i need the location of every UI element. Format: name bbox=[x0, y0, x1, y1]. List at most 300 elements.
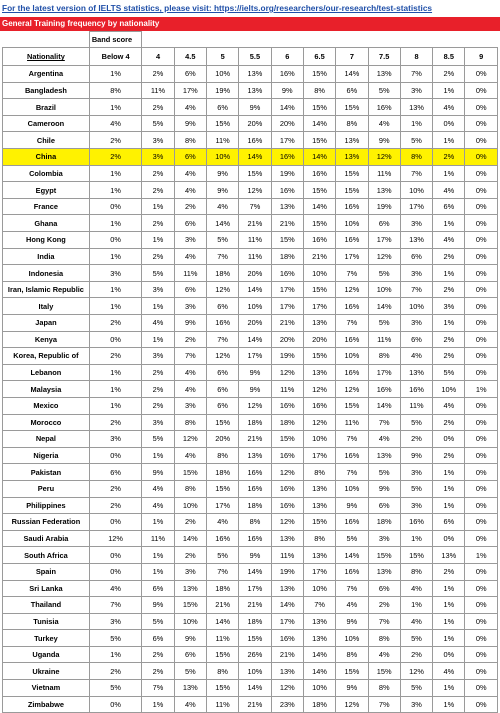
value-cell: 21% bbox=[239, 597, 271, 614]
value-cell: 6% bbox=[142, 580, 174, 597]
value-cell: 2% bbox=[142, 364, 174, 381]
nationality-header: Nationality bbox=[3, 48, 90, 66]
section-banner: General Training frequency by nationality bbox=[0, 17, 500, 31]
value-cell: 5% bbox=[400, 680, 432, 697]
value-cell: 16% bbox=[206, 315, 238, 332]
value-cell: 3% bbox=[89, 265, 142, 282]
value-cell: 13% bbox=[239, 82, 271, 99]
value-cell: 7% bbox=[368, 414, 400, 431]
value-cell: 0% bbox=[465, 149, 498, 166]
value-cell: 17% bbox=[303, 447, 335, 464]
value-cell: 12% bbox=[89, 530, 142, 547]
value-cell: 2% bbox=[142, 165, 174, 182]
value-cell: 13% bbox=[303, 480, 335, 497]
value-cell: 10% bbox=[174, 497, 206, 514]
value-cell: 0% bbox=[465, 447, 498, 464]
value-cell: 6% bbox=[336, 82, 368, 99]
value-cell: 1% bbox=[400, 530, 432, 547]
value-cell: 0% bbox=[465, 646, 498, 663]
value-cell: 12% bbox=[271, 364, 303, 381]
value-cell: 3% bbox=[174, 397, 206, 414]
value-cell: 0% bbox=[465, 414, 498, 431]
value-cell: 13% bbox=[303, 497, 335, 514]
value-cell: 9% bbox=[174, 315, 206, 332]
value-cell: 0% bbox=[465, 630, 498, 647]
value-cell: 21% bbox=[271, 215, 303, 232]
value-cell: 17% bbox=[303, 563, 335, 580]
value-cell: 8% bbox=[174, 414, 206, 431]
table-row bbox=[3, 530, 498, 547]
value-cell: 18% bbox=[239, 414, 271, 431]
value-cell: 5% bbox=[400, 630, 432, 647]
value-cell: 14% bbox=[303, 646, 335, 663]
value-cell: 7% bbox=[174, 348, 206, 365]
value-cell: 2% bbox=[142, 248, 174, 265]
value-cell: 20% bbox=[303, 331, 335, 348]
value-cell: 1% bbox=[465, 381, 498, 398]
value-cell: 15% bbox=[206, 414, 238, 431]
value-cell: 18% bbox=[271, 414, 303, 431]
value-cell: 2% bbox=[174, 547, 206, 564]
column-header: Below 4 bbox=[89, 48, 142, 66]
value-cell: 2% bbox=[433, 414, 465, 431]
value-cell: 2% bbox=[142, 99, 174, 116]
value-cell: 10% bbox=[303, 431, 335, 448]
table-row bbox=[3, 232, 498, 249]
nationality-cell: Ukraine bbox=[3, 663, 90, 680]
value-cell: 9% bbox=[239, 364, 271, 381]
value-cell: 4% bbox=[174, 182, 206, 199]
value-cell: 6% bbox=[89, 464, 142, 481]
value-cell: 11% bbox=[142, 530, 174, 547]
column-header: 5.5 bbox=[239, 48, 271, 66]
nationality-cell: Zimbabwe bbox=[3, 696, 90, 713]
value-cell: 5% bbox=[142, 431, 174, 448]
value-cell: 15% bbox=[303, 132, 335, 149]
value-cell: 21% bbox=[206, 597, 238, 614]
value-cell: 2% bbox=[433, 348, 465, 365]
value-cell: 8% bbox=[303, 82, 335, 99]
table-row bbox=[3, 580, 498, 597]
value-cell: 6% bbox=[174, 149, 206, 166]
table-row bbox=[3, 82, 498, 99]
value-cell: 5% bbox=[142, 115, 174, 132]
value-cell: 5% bbox=[368, 82, 400, 99]
value-cell: 5% bbox=[400, 132, 432, 149]
value-cell: 6% bbox=[400, 331, 432, 348]
value-cell: 0% bbox=[465, 298, 498, 315]
value-cell: 8% bbox=[368, 630, 400, 647]
table-row bbox=[3, 696, 498, 713]
value-cell: 4% bbox=[336, 597, 368, 614]
value-cell: 9% bbox=[206, 182, 238, 199]
value-cell: 16% bbox=[271, 149, 303, 166]
value-cell: 5% bbox=[142, 265, 174, 282]
nationality-cell: Nigeria bbox=[3, 447, 90, 464]
value-cell: 13% bbox=[239, 66, 271, 83]
value-cell: 10% bbox=[239, 663, 271, 680]
value-cell: 15% bbox=[206, 115, 238, 132]
value-cell: 15% bbox=[368, 547, 400, 564]
value-cell: 0% bbox=[465, 680, 498, 697]
value-cell: 6% bbox=[400, 248, 432, 265]
value-cell: 15% bbox=[336, 99, 368, 116]
nationality-cell: Russian Federation bbox=[3, 514, 90, 531]
value-cell: 1% bbox=[433, 480, 465, 497]
value-cell: 0% bbox=[89, 198, 142, 215]
value-cell: 18% bbox=[239, 613, 271, 630]
value-cell: 2% bbox=[142, 646, 174, 663]
value-cell: 0% bbox=[465, 364, 498, 381]
value-cell: 11% bbox=[368, 331, 400, 348]
value-cell: 1% bbox=[465, 547, 498, 564]
value-cell: 13% bbox=[303, 547, 335, 564]
value-cell: 1% bbox=[142, 298, 174, 315]
value-cell: 7% bbox=[400, 281, 432, 298]
value-cell: 12% bbox=[271, 464, 303, 481]
table-row bbox=[3, 646, 498, 663]
value-cell: 10% bbox=[400, 298, 432, 315]
value-cell: 9% bbox=[239, 381, 271, 398]
value-cell: 9% bbox=[336, 680, 368, 697]
value-cell: 11% bbox=[271, 381, 303, 398]
column-header: 4.5 bbox=[174, 48, 206, 66]
value-cell: 1% bbox=[142, 198, 174, 215]
value-cell: 3% bbox=[142, 132, 174, 149]
nationality-cell: Indonesia bbox=[3, 265, 90, 282]
value-cell: 0% bbox=[465, 82, 498, 99]
value-cell: 5% bbox=[400, 480, 432, 497]
value-cell: 2% bbox=[89, 414, 142, 431]
value-cell: 4% bbox=[142, 497, 174, 514]
value-cell: 4% bbox=[400, 348, 432, 365]
table-row bbox=[3, 547, 498, 564]
value-cell: 1% bbox=[433, 215, 465, 232]
nationality-cell: Italy bbox=[3, 298, 90, 315]
value-cell: 3% bbox=[400, 464, 432, 481]
value-cell: 4% bbox=[368, 646, 400, 663]
value-cell: 10% bbox=[206, 66, 238, 83]
nationality-cell: Vietnam bbox=[3, 680, 90, 697]
nationality-cell: Tunisia bbox=[3, 613, 90, 630]
value-cell: 10% bbox=[433, 381, 465, 398]
value-cell: 16% bbox=[336, 563, 368, 580]
nationality-cell: Cameroon bbox=[3, 115, 90, 132]
value-cell: 8% bbox=[400, 149, 432, 166]
value-cell: 6% bbox=[206, 397, 238, 414]
value-cell: 4% bbox=[174, 248, 206, 265]
value-cell: 16% bbox=[336, 447, 368, 464]
value-cell: 1% bbox=[89, 66, 142, 83]
value-cell: 3% bbox=[142, 281, 174, 298]
value-cell: 1% bbox=[142, 232, 174, 249]
table-row bbox=[3, 563, 498, 580]
value-cell: 16% bbox=[336, 364, 368, 381]
value-cell: 12% bbox=[368, 149, 400, 166]
value-cell: 0% bbox=[465, 248, 498, 265]
value-cell: 1% bbox=[433, 265, 465, 282]
value-cell: 7% bbox=[142, 680, 174, 697]
value-cell: 14% bbox=[303, 115, 335, 132]
value-cell: 7% bbox=[206, 248, 238, 265]
value-cell: 17% bbox=[239, 580, 271, 597]
value-cell: 3% bbox=[174, 563, 206, 580]
table-row bbox=[3, 431, 498, 448]
value-cell: 4% bbox=[142, 315, 174, 332]
value-cell: 14% bbox=[303, 149, 335, 166]
nationality-cell: Colombia bbox=[3, 165, 90, 182]
value-cell: 1% bbox=[433, 315, 465, 332]
value-cell: 16% bbox=[239, 132, 271, 149]
value-cell: 17% bbox=[368, 364, 400, 381]
value-cell: 13% bbox=[271, 663, 303, 680]
value-cell: 0% bbox=[465, 497, 498, 514]
nationality-cell: Japan bbox=[3, 315, 90, 332]
table-row bbox=[3, 447, 498, 464]
table-row bbox=[3, 381, 498, 398]
value-cell: 14% bbox=[271, 597, 303, 614]
value-cell: 11% bbox=[206, 132, 238, 149]
value-cell: 15% bbox=[271, 232, 303, 249]
nationality-cell: Egypt bbox=[3, 182, 90, 199]
value-cell: 3% bbox=[142, 149, 174, 166]
value-cell: 18% bbox=[206, 464, 238, 481]
value-cell: 2% bbox=[433, 563, 465, 580]
value-cell: 13% bbox=[400, 232, 432, 249]
value-cell: 15% bbox=[239, 630, 271, 647]
table-row bbox=[3, 281, 498, 298]
value-cell: 14% bbox=[239, 331, 271, 348]
value-cell: 13% bbox=[174, 580, 206, 597]
value-cell: 3% bbox=[142, 414, 174, 431]
value-cell: 16% bbox=[271, 265, 303, 282]
value-cell: 14% bbox=[239, 149, 271, 166]
value-cell: 0% bbox=[465, 613, 498, 630]
value-cell: 14% bbox=[206, 613, 238, 630]
value-cell: 4% bbox=[174, 447, 206, 464]
value-cell: 0% bbox=[465, 66, 498, 83]
value-cell: 15% bbox=[174, 464, 206, 481]
value-cell: 4% bbox=[174, 381, 206, 398]
value-cell: 15% bbox=[336, 397, 368, 414]
value-cell: 3% bbox=[174, 232, 206, 249]
value-cell: 1% bbox=[400, 115, 432, 132]
value-cell: 20% bbox=[271, 115, 303, 132]
value-cell: 13% bbox=[271, 198, 303, 215]
value-cell: 0% bbox=[465, 132, 498, 149]
table-row bbox=[3, 480, 498, 497]
value-cell: 13% bbox=[336, 132, 368, 149]
value-cell: 15% bbox=[303, 66, 335, 83]
value-cell: 0% bbox=[465, 464, 498, 481]
value-cell: 2% bbox=[433, 447, 465, 464]
table-row bbox=[3, 198, 498, 215]
table-row bbox=[3, 298, 498, 315]
value-cell: 15% bbox=[368, 663, 400, 680]
value-cell: 9% bbox=[174, 115, 206, 132]
value-cell: 8% bbox=[336, 646, 368, 663]
value-cell: 1% bbox=[142, 447, 174, 464]
value-cell: 0% bbox=[465, 514, 498, 531]
value-cell: 4% bbox=[142, 480, 174, 497]
value-cell: 21% bbox=[271, 646, 303, 663]
value-cell: 2% bbox=[368, 597, 400, 614]
table-row bbox=[3, 414, 498, 431]
value-cell: 17% bbox=[206, 497, 238, 514]
value-cell: 14% bbox=[336, 547, 368, 564]
table-row bbox=[3, 182, 498, 199]
value-cell: 0% bbox=[465, 580, 498, 597]
value-cell: 17% bbox=[239, 348, 271, 365]
statistics-link[interactable]: For the latest version of IELTS statistics, please visit: https://ielts.org/researchers/our-research/test-statistics bbox=[2, 3, 433, 13]
value-cell: 9% bbox=[400, 447, 432, 464]
value-cell: 0% bbox=[89, 696, 142, 713]
nationality-cell: Korea, Republic of bbox=[3, 348, 90, 365]
value-cell: 19% bbox=[271, 348, 303, 365]
value-cell: 15% bbox=[239, 165, 271, 182]
value-cell: 2% bbox=[89, 149, 142, 166]
column-header: 8.5 bbox=[433, 48, 465, 66]
value-cell: 4% bbox=[433, 99, 465, 116]
value-cell: 12% bbox=[206, 348, 238, 365]
value-cell: 4% bbox=[174, 696, 206, 713]
nationality-cell: South Africa bbox=[3, 547, 90, 564]
value-cell: 15% bbox=[303, 514, 335, 531]
value-cell: 4% bbox=[368, 115, 400, 132]
value-cell: 1% bbox=[433, 497, 465, 514]
value-cell: 14% bbox=[368, 298, 400, 315]
value-cell: 6% bbox=[368, 497, 400, 514]
value-cell: 11% bbox=[271, 547, 303, 564]
value-cell: 12% bbox=[303, 414, 335, 431]
value-cell: 0% bbox=[465, 281, 498, 298]
table-row bbox=[3, 99, 498, 116]
value-cell: 8% bbox=[206, 447, 238, 464]
value-cell: 1% bbox=[142, 331, 174, 348]
nationality-cell: Kenya bbox=[3, 331, 90, 348]
value-cell: 5% bbox=[142, 613, 174, 630]
value-cell: 2% bbox=[89, 480, 142, 497]
table-row bbox=[3, 132, 498, 149]
value-cell: 0% bbox=[465, 397, 498, 414]
value-cell: 13% bbox=[433, 547, 465, 564]
value-cell: 13% bbox=[368, 182, 400, 199]
value-cell: 6% bbox=[433, 514, 465, 531]
value-cell: 3% bbox=[400, 82, 432, 99]
value-cell: 16% bbox=[336, 298, 368, 315]
value-cell: 4% bbox=[433, 232, 465, 249]
table-row bbox=[3, 597, 498, 614]
value-cell: 19% bbox=[368, 198, 400, 215]
value-cell: 3% bbox=[400, 215, 432, 232]
value-cell: 14% bbox=[336, 66, 368, 83]
value-cell: 17% bbox=[336, 248, 368, 265]
value-cell: 1% bbox=[142, 547, 174, 564]
value-cell: 14% bbox=[174, 530, 206, 547]
column-header: 7 bbox=[336, 48, 368, 66]
value-cell: 16% bbox=[271, 480, 303, 497]
value-cell: 1% bbox=[89, 646, 142, 663]
value-cell: 12% bbox=[174, 431, 206, 448]
value-cell: 6% bbox=[174, 646, 206, 663]
value-cell: 19% bbox=[271, 165, 303, 182]
value-cell: 10% bbox=[206, 149, 238, 166]
value-cell: 16% bbox=[271, 447, 303, 464]
value-cell: 5% bbox=[89, 630, 142, 647]
table-row bbox=[3, 165, 498, 182]
value-cell: 13% bbox=[400, 364, 432, 381]
value-cell: 17% bbox=[271, 132, 303, 149]
value-cell: 17% bbox=[271, 613, 303, 630]
value-cell: 7% bbox=[368, 696, 400, 713]
column-header: 4 bbox=[142, 48, 174, 66]
nationality-cell: China bbox=[3, 149, 90, 166]
value-cell: 8% bbox=[368, 680, 400, 697]
value-cell: 11% bbox=[206, 630, 238, 647]
value-cell: 12% bbox=[206, 281, 238, 298]
value-cell: 18% bbox=[271, 248, 303, 265]
value-cell: 10% bbox=[303, 680, 335, 697]
value-cell: 15% bbox=[336, 663, 368, 680]
value-cell: 7% bbox=[239, 198, 271, 215]
value-cell: 2% bbox=[174, 198, 206, 215]
value-cell: 20% bbox=[271, 331, 303, 348]
value-cell: 11% bbox=[400, 397, 432, 414]
value-cell: 15% bbox=[174, 597, 206, 614]
column-header: 9 bbox=[465, 48, 498, 66]
value-cell: 1% bbox=[89, 248, 142, 265]
value-cell: 16% bbox=[271, 630, 303, 647]
value-cell: 0% bbox=[465, 597, 498, 614]
nationality-cell: Bangladesh bbox=[3, 82, 90, 99]
value-cell: 0% bbox=[465, 530, 498, 547]
value-cell: 5% bbox=[368, 315, 400, 332]
nationality-cell: Nepal bbox=[3, 431, 90, 448]
value-cell: 4% bbox=[368, 431, 400, 448]
value-cell: 11% bbox=[206, 696, 238, 713]
value-cell: 4% bbox=[400, 613, 432, 630]
value-cell: 15% bbox=[303, 215, 335, 232]
value-cell: 2% bbox=[433, 281, 465, 298]
value-cell: 4% bbox=[174, 99, 206, 116]
value-cell: 5% bbox=[336, 530, 368, 547]
value-cell: 9% bbox=[239, 547, 271, 564]
value-cell: 10% bbox=[303, 265, 335, 282]
value-cell: 5% bbox=[400, 414, 432, 431]
band-score-label: Band score bbox=[89, 32, 142, 48]
value-cell: 1% bbox=[89, 381, 142, 398]
value-cell: 12% bbox=[400, 663, 432, 680]
value-cell: 1% bbox=[433, 132, 465, 149]
column-header: 6 bbox=[271, 48, 303, 66]
table-row bbox=[3, 630, 498, 647]
value-cell: 20% bbox=[206, 431, 238, 448]
value-cell: 9% bbox=[239, 99, 271, 116]
value-cell: 1% bbox=[433, 630, 465, 647]
value-cell: 12% bbox=[336, 381, 368, 398]
value-cell: 16% bbox=[303, 397, 335, 414]
value-cell: 1% bbox=[89, 215, 142, 232]
value-cell: 13% bbox=[174, 680, 206, 697]
nationality-cell: Mexico bbox=[3, 397, 90, 414]
value-cell: 0% bbox=[465, 99, 498, 116]
value-cell: 19% bbox=[271, 563, 303, 580]
nationality-cell: Uganda bbox=[3, 646, 90, 663]
value-cell: 13% bbox=[400, 99, 432, 116]
value-cell: 5% bbox=[433, 364, 465, 381]
value-cell: 3% bbox=[89, 431, 142, 448]
table-row bbox=[3, 265, 498, 282]
